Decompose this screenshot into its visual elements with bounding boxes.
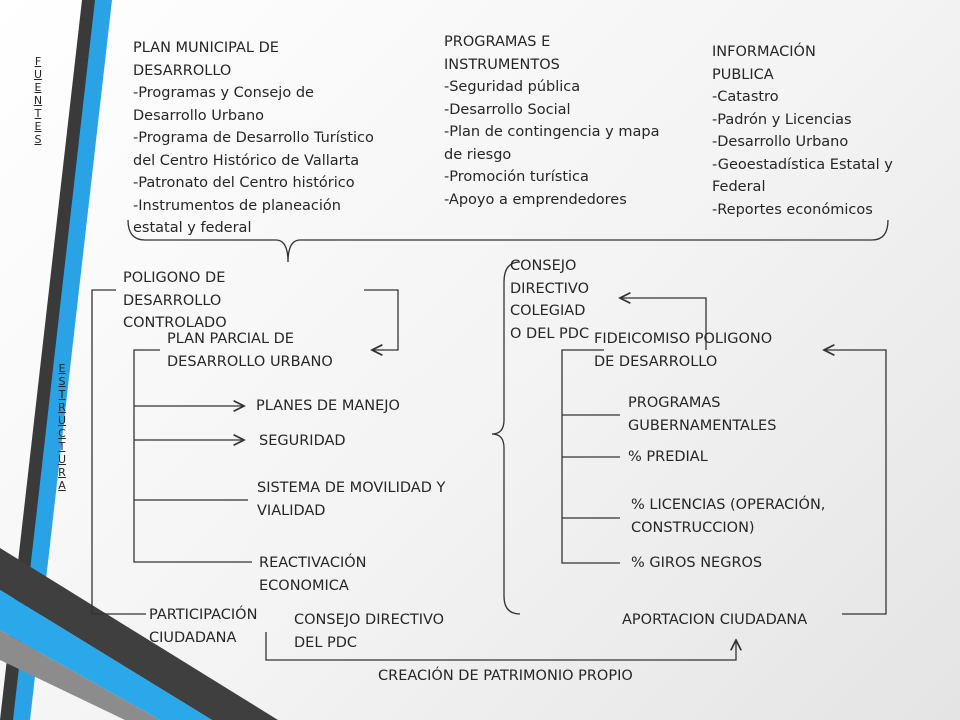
- informacion-block: INFORMACIÓN PUBLICA -Catastro -Padrón y Licencias -Desarrollo Urbano -Geoestadística Estatal y Federal -Reportes económicos: [712, 44, 893, 218]
- predial-node: % PREDIAL: [628, 449, 708, 465]
- aportacion-node: APORTACION CIUDADANA: [622, 612, 808, 628]
- poligono-bracket: [92, 290, 146, 614]
- creacion-patrimonio-node: CREACIÓN DE PATRIMONIO PROPIO: [378, 668, 633, 684]
- plan-municipal-block: PLAN MUNICIPAL DE DESARROLLO -Programas y Consejo de Desarrollo Urbano -Programa de Desarrollo Turístico del Centro Histórico de Vallarta -Patronato del Centro histórico -Instrumentos de planeación estatal y federal: [133, 40, 374, 236]
- aportacion-arrow: [824, 350, 886, 614]
- consejo-colegiado-node: CONSEJO DIRECTIVO COLEGIAD O DEL PDC: [510, 258, 590, 342]
- programas-gub-node: PROGRAMAS GUBERNAMENTALES: [628, 395, 777, 434]
- fuentes-label: F U E N T E S: [33, 55, 43, 146]
- plan-parcial-node: PLAN PARCIAL DE DESARROLLO URBANO: [167, 331, 333, 370]
- consejo-pdc-node: CONSEJO DIRECTIVO DEL PDC: [294, 612, 445, 651]
- planes-manejo-node: PLANES DE MANEJO: [256, 398, 400, 414]
- participacion-node: PARTICIPACIÓN CIUDADANA: [149, 607, 258, 646]
- estructura-label: E S T R U C T U R A: [57, 362, 67, 492]
- movilidad-node: SISTEMA DE MOVILIDAD Y VIALIDAD: [257, 480, 446, 519]
- seguridad-node: SEGURIDAD: [259, 433, 346, 449]
- giros-node: % GIROS NEGROS: [631, 555, 763, 571]
- reactivacion-node: REACTIVACIÓN ECONOMICA: [259, 555, 367, 594]
- poligono-node: POLIGONO DE DESARROLLO CONTROLADO: [123, 270, 227, 331]
- plan-parcial-tree: [134, 350, 252, 562]
- licencias-node: % LICENCIAS (OPERACIÓN, CONSTRUCCION): [631, 497, 826, 536]
- poligono-arrow: [364, 290, 398, 350]
- fideicomiso-node: FIDEICOMISO POLIGONO DE DESARROLLO: [594, 331, 773, 370]
- programas-block: PROGRAMAS E INSTRUMENTOS -Seguridad pública -Desarrollo Social -Plan de contingencia y mapa de riesgo -Promoción turística -Apoyo a emprendedores: [444, 34, 660, 208]
